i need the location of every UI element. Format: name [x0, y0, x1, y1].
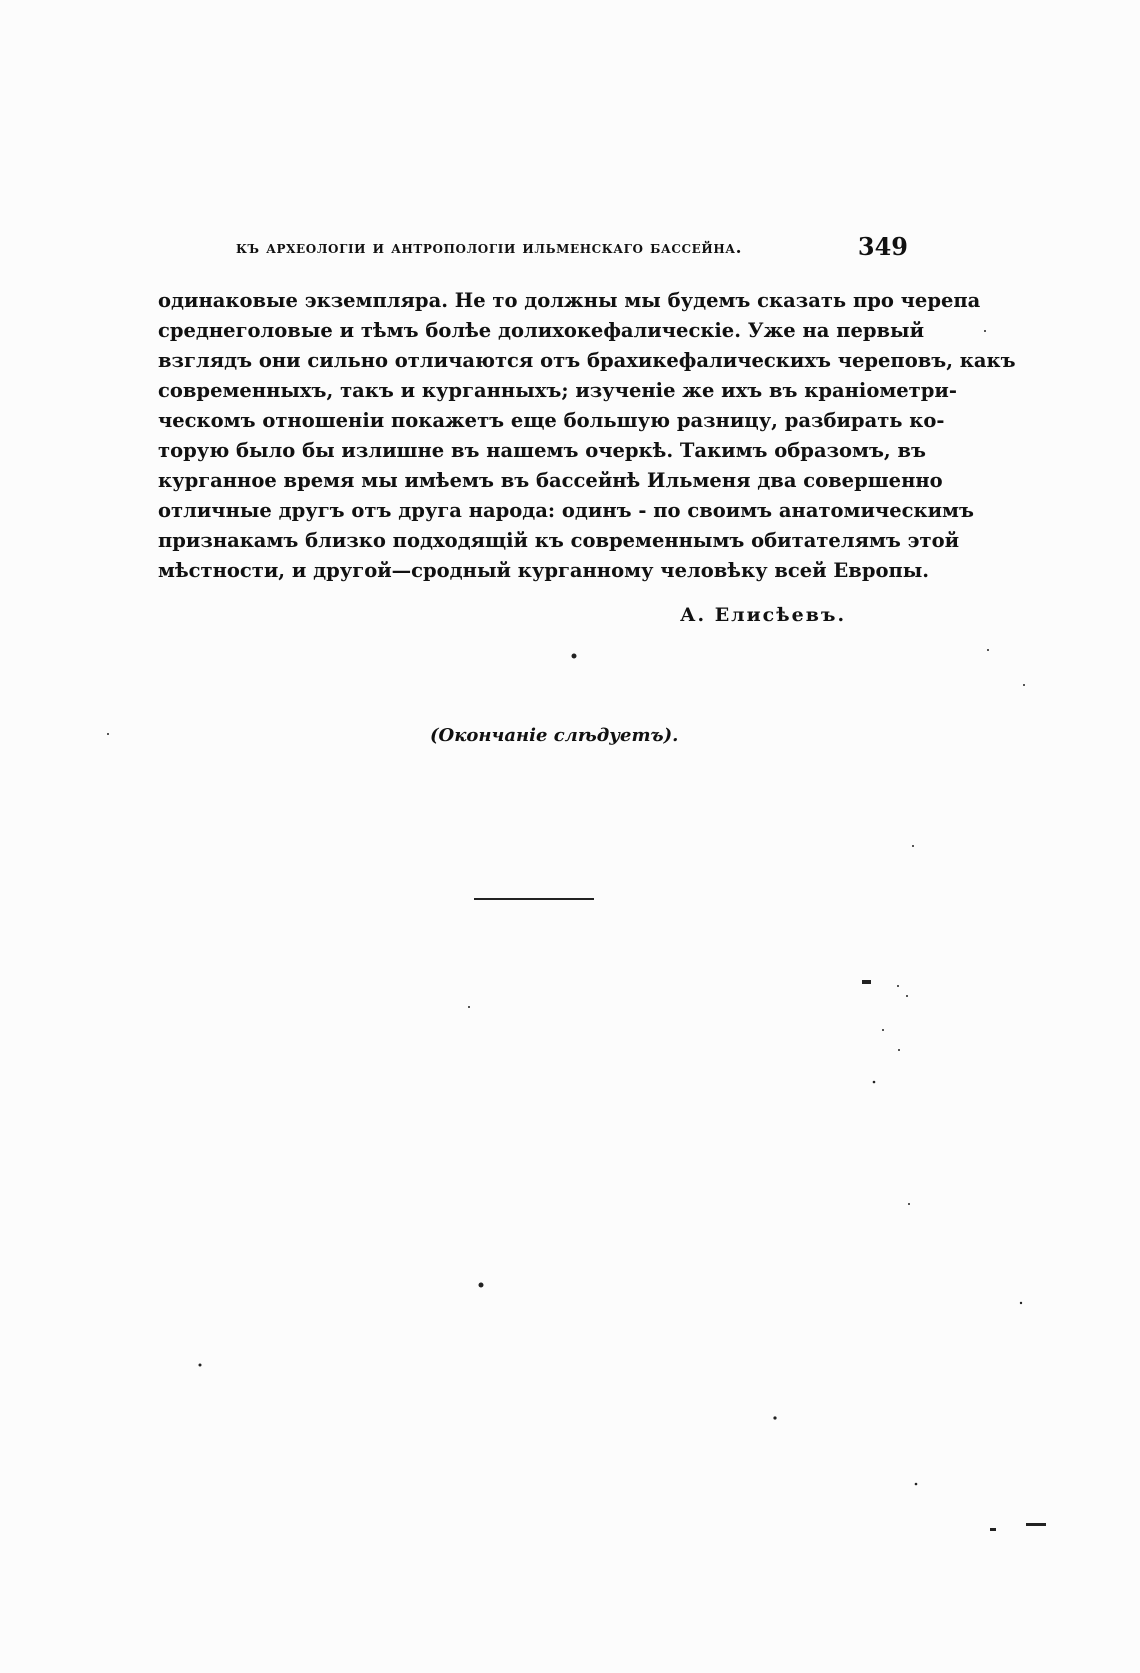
text-line: взглядъ они сильно отличаются отъ брахикефалическихъ череповъ, какъ	[158, 349, 1016, 372]
continuation-note: (Окончаніе слѣдуетъ).	[430, 725, 679, 746]
text-line: курганное время мы имѣемъ въ бассейнѣ Ильменя два совершенно	[158, 469, 943, 492]
running-title: къ археологіи и антропологіи ильменскаго бассейна.	[236, 238, 743, 258]
text-line: среднеголовые и тѣмъ болѣе долихокефалическіе. Уже на первый	[158, 319, 925, 342]
text-line: отличные другъ отъ друга народа: одинъ - по своимъ анатомическимъ	[158, 499, 974, 522]
text-line: торую было бы излишне въ нашемъ очеркѣ. Такимъ образомъ, въ	[158, 439, 927, 462]
page-number: 349	[857, 232, 908, 261]
text-line: признакамъ близко подходящій къ современнымъ обитателямъ этой	[158, 529, 960, 552]
text-line: современныхъ, такъ и курганныхъ; изученіе же ихъ въ краніометри-	[158, 379, 957, 402]
author-signature: А. Елисѣевъ.	[680, 604, 847, 626]
text-line: одинаковые экземпляра. Не то должны мы будемъ сказать про черепа	[158, 289, 981, 312]
text-line: ческомъ отношеніи покажетъ еще большую разницу, разбирать ко-	[158, 409, 945, 432]
text-line: мѣстности, и другой—сродный курганному человѣку всей Европы.	[158, 559, 930, 582]
